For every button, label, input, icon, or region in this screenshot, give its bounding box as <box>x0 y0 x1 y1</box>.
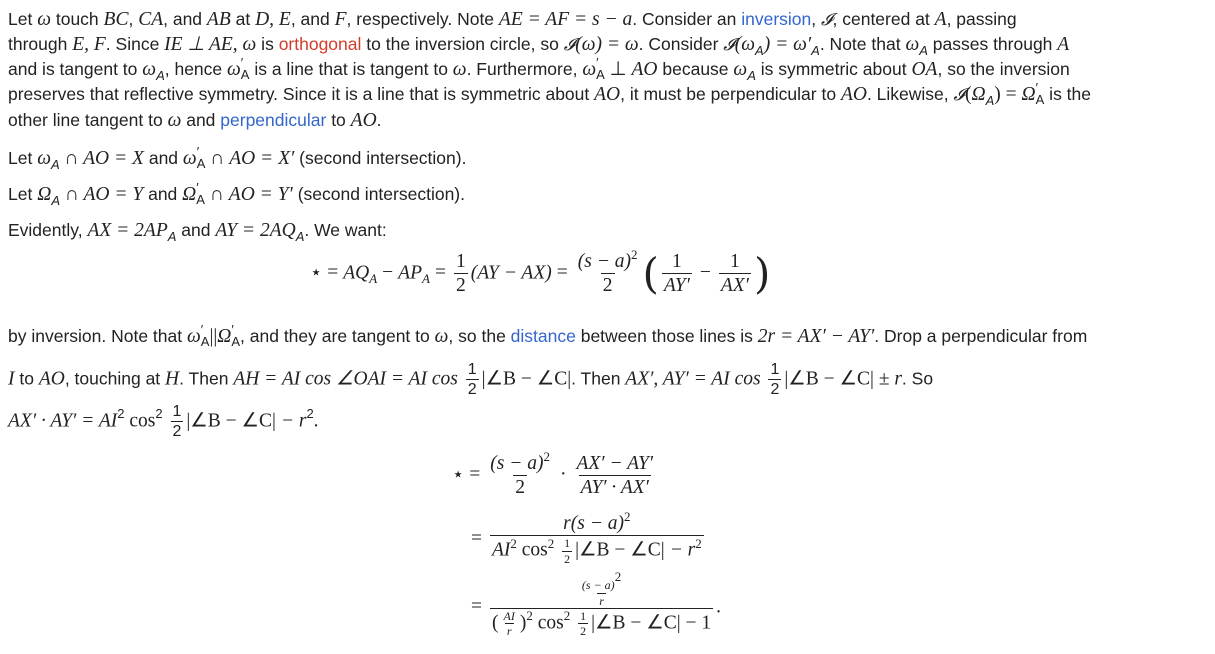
orthogonal-link[interactable]: orthogonal <box>278 34 362 54</box>
perpendicular-link[interactable]: perpendicular <box>220 110 327 130</box>
display-equation-2-row-1: ⋆ = $\frac{(s - a)^2}{2}$ · $\frac{AX' - AY'}{AY' \cdot AX'}$ <box>452 449 654 499</box>
inversion-link[interactable]: inversion <box>741 9 812 29</box>
para2: Let $\omega_A$ ∩ AO = X and ω ′ A ∩ AO = X′ (second intersection). <box>8 144 467 172</box>
para3: Let $\Omega_A$ ∩ AO = Y and Ω ′ A ∩ AO = Y′ (second intersection). <box>8 180 465 208</box>
para1-line5: other line tangent to ω and perpendicular to AO. <box>8 110 382 131</box>
display-equation-2-row-3: = $\frac{(s - a)2}{r}$ ( $\frac{AI}{r}$ )$^2$ $\cos^2$ $\frac{1}{2}$ |∠B − ∠C| − 1 . <box>471 569 721 639</box>
para1-line3: and is tangent to $\omega_A$, hence ω ′ A is a line that is tangent to ω. Furthermore, ω ′ A ⊥ AO because $\omega_A$ is symmetric about OA, so the inversion <box>8 55 1070 83</box>
display-equation-2-row-2: = $r(s - a)^2$ $AI^2$ $\cos^2$ $\frac{1}{2}$ |∠B − ∠C| − $r^2$ <box>471 509 702 566</box>
para1-line1: Let ω touch BC, CA, and AB at D, E, and F, respectively. Note AE = AF = s − a. Consider an inversion, 𝓘, centered at A, passing <box>8 9 1017 30</box>
para5-line2: I to AO, touching at H. Then AH = AI cos ∠OAI = AI cos $\frac{1}{2}$ |∠B − ∠C|. Then AX′, AY′ = AI cos $\frac{1}{2}$ |∠B − ∠C| ± r. So <box>8 361 934 399</box>
para1-line2: through E, F. Since IE ⊥ AE, ω is orthogonal to the inversion circle, so 𝓘(ω) = ω. Consider $𝓘(\omega_A) = \omega'_A$. Note that $\omega_A$ passes through A <box>8 34 1070 58</box>
para4: Evidently, AX = $2AP_A$ and AY = $2AQ_A$. We want: <box>8 220 387 244</box>
display-equation-1: ⋆ = $AQ_A - AP_A$ = $\frac{1}{2}$ (AY − AX) = $\frac{(s - a)^2}{2}$ ( $\frac{1}{AY'}$ − $\frac{1}{AX'}$ ) <box>310 247 771 298</box>
para5-line1: by inversion. Note that ω ′ A ||Ω ′ A , and they are tangent to ω, so the distance between those lines is 2r = AX′ − AY′. Drop a perpendicular from <box>8 322 1088 350</box>
para5-line3: $AX' \cdot AY' = AI^2$ $\cos^2$ $\frac{1}{2}$ |∠B − ∠C| − $r^2$. <box>8 403 319 441</box>
distance-link[interactable]: distance <box>510 326 576 346</box>
para1-line4: preserves that reflective symmetry. Since it is a line that is symmetric about AO, it must be perpendicular to AO. Likewise, $𝓘(\Omega_A) = \Omega$ ′ A is the <box>8 80 1092 108</box>
